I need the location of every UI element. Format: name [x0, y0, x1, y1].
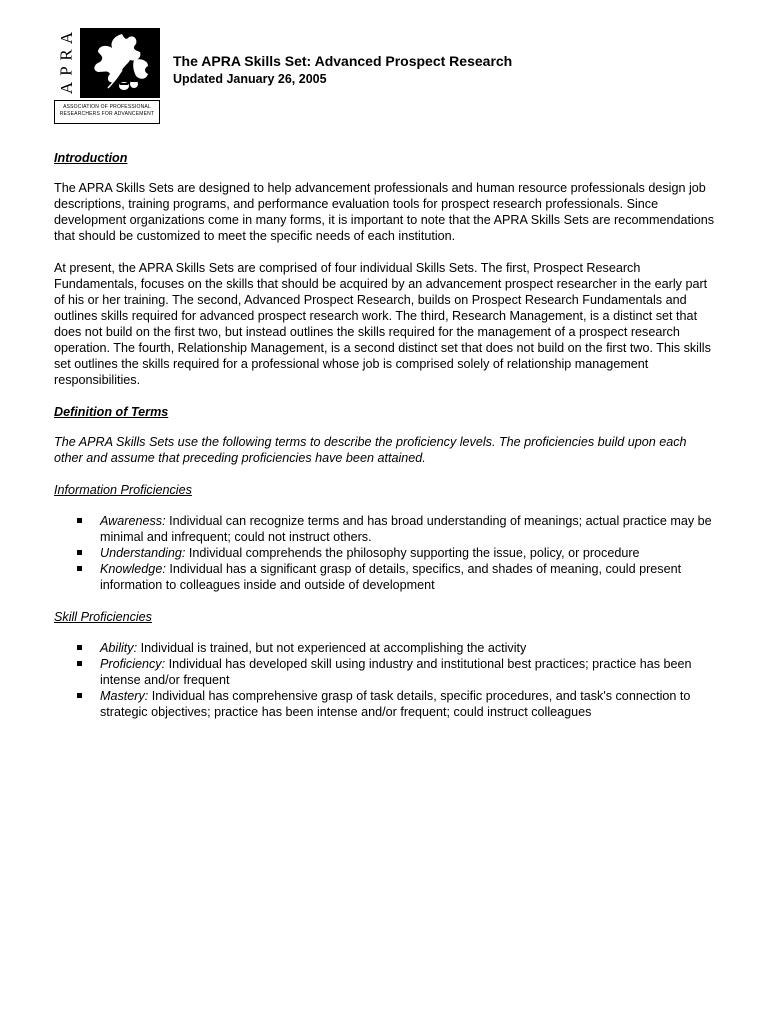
term-label: Knowledge: [100, 562, 166, 576]
term-label: Understanding: [100, 546, 186, 560]
term-definition: Individual has comprehensive grasp of task details, specific procedures, and task's connection to strategic objectives; practice has been intense and/or frequent; could instruct colleagues [100, 689, 691, 719]
logo-caption-line: ASSOCIATION OF PROFESSIONAL [63, 104, 151, 110]
introduction-paragraph: The APRA Skills Sets are designed to help advancement professionals and human resource professionals design job descriptions, training programs, and performance evaluation tools for prospect research professionals. Since development organizations come in many forms, it is important to note that the APRA Skills Sets are recommendations that should be customized to meet the specific needs of each institution. [54, 181, 715, 243]
logo-caption [54, 100, 160, 124]
information-proficiencies-heading: Information Proficiencies [54, 483, 192, 497]
document-date: Updated January 26, 2005 [173, 72, 327, 86]
term-label: Mastery: [100, 689, 149, 703]
document-body [54, 150, 718, 736]
term-definition: Individual comprehends the philosophy supporting the issue, policy, or procedure [185, 546, 640, 560]
logo-letter: A [57, 81, 76, 95]
logo-letter: R [57, 48, 76, 61]
list-item [54, 545, 718, 561]
skill-proficiencies-heading: Skill Proficiencies [54, 610, 152, 624]
term-label: Ability: [100, 641, 138, 655]
list-item [54, 656, 718, 688]
term-definition: Individual has developed skill using industry and institutional best practices; practice has been intense and/or frequent [100, 657, 692, 687]
oak-leaf-icon [84, 30, 158, 96]
list-item [54, 688, 718, 720]
logo-caption-line: RESEARCHERS FOR ADVANCEMENT [59, 111, 155, 117]
logo-letters [54, 28, 80, 98]
list-item [54, 513, 718, 545]
skill-proficiencies-list [54, 640, 718, 720]
term-label: Proficiency: [100, 657, 166, 671]
term-definition: Individual can recognize terms and has broad understanding of meanings; actual practice may be minimal and infrequent; could not instruct others. [100, 514, 712, 544]
apra-logo [54, 28, 160, 124]
list-item [54, 640, 718, 656]
logo-letter: A [57, 31, 76, 45]
document-title: The APRA Skills Set: Advanced Prospect Research [173, 53, 513, 69]
list-item [54, 561, 718, 593]
definitions-heading: Definition of Terms [54, 405, 169, 419]
information-proficiencies-list [54, 513, 718, 593]
introduction-heading: Introduction [54, 151, 128, 165]
logo-letter: P [57, 66, 76, 77]
term-label: Awareness: [100, 514, 166, 528]
introduction-paragraph: At present, the APRA Skills Sets are comprised of four individual Skills Sets. The first, Prospect Research Fundamentals, focuses on the skills that should be acquired by an advancement prospect researcher in the early part of his or her training. The second, Advanced Prospect Research, builds on Prospect Research Fundamentals and outlines skills required for advanced prospect research work. The third, Research Management, is a distinct set that does not build on the first two, but instead outlines the skills required for the management of a prospect research operation. The fourth, Relationship Management, is a second distinct set that does not build on the first two. This skills set outlines the skills required for a professional whose job is comprised solely of relationship management responsibilities. [54, 261, 711, 387]
term-definition: Individual is trained, but not experienced at accomplishing the activity [137, 641, 527, 655]
term-definition: Individual has a significant grasp of details, specifics, and shades of meaning, could present information to colleagues inside and outside of development [100, 562, 682, 592]
definitions-intro: The APRA Skills Sets use the following terms to describe the proficiency levels. The proficiencies build upon each other and assume that preceding proficiencies have been attained. [54, 435, 687, 465]
